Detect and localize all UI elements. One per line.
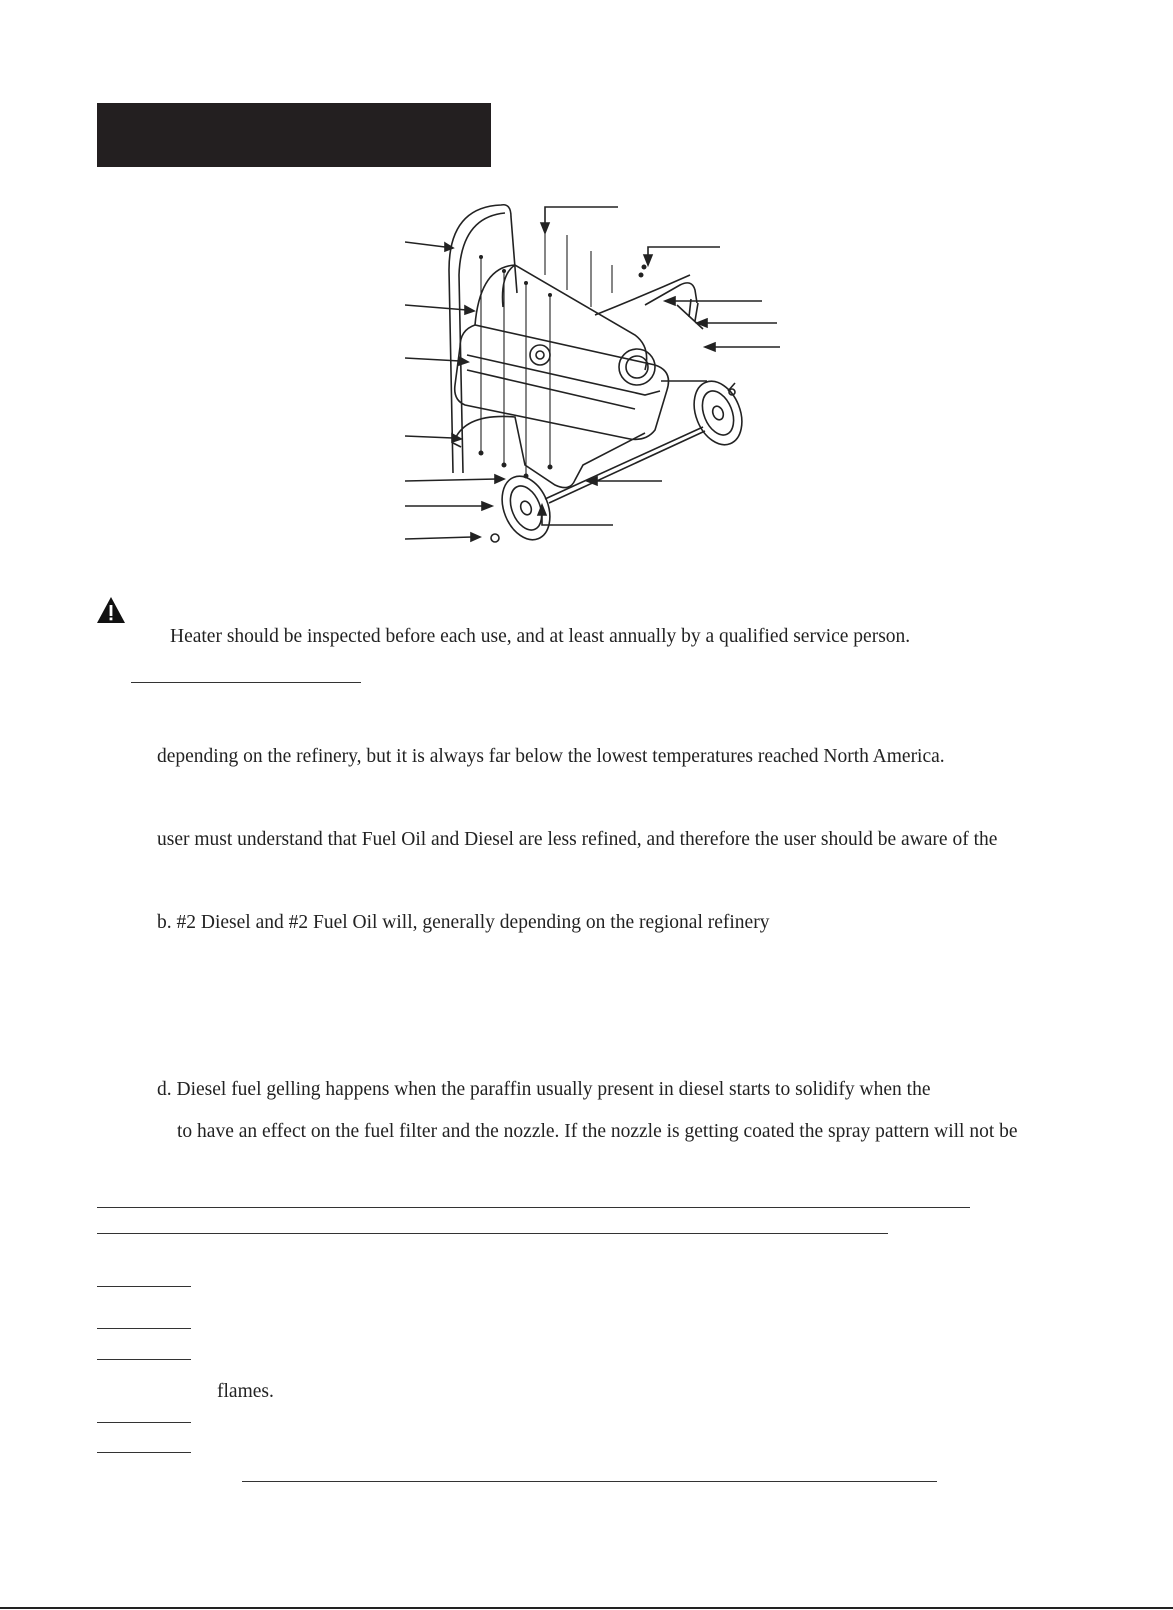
page-bottom-border xyxy=(0,1607,1173,1609)
item-underline-5 xyxy=(97,1452,191,1453)
warning-triangle-icon xyxy=(96,596,126,624)
body-line-5: to have an effect on the fuel filter and the nozzle. If the nozzle is getting coated the spray pattern will not be xyxy=(177,1121,1018,1142)
heater-assembly-diagram xyxy=(405,195,805,565)
body-line-6: flames. xyxy=(217,1381,274,1402)
body-line-2: user must understand that Fuel Oil and Diesel are less refined, and therefore the user should be aware of the xyxy=(157,829,998,850)
body-line-1: depending on the refinery, but it is always far below the lowest temperatures reached North America. xyxy=(157,746,945,767)
item-underline-2 xyxy=(97,1328,191,1329)
item-underline-3 xyxy=(97,1359,191,1360)
warning-text: Heater should be inspected before each use, and at least annually by a qualified service person. xyxy=(170,626,911,647)
subheading-underline xyxy=(131,682,361,683)
note-underline xyxy=(242,1481,937,1482)
body-line-4: d. Diesel fuel gelling happens when the paraffin usually present in diesel starts to solidify when the xyxy=(157,1079,931,1100)
section-header-bar xyxy=(97,103,491,167)
item-underline-1 xyxy=(97,1286,191,1287)
body-line-3: b. #2 Diesel and #2 Fuel Oil will, generally depending on the regional refinery xyxy=(157,912,770,933)
section-underline-1 xyxy=(97,1207,970,1208)
section-underline-2 xyxy=(97,1233,888,1234)
item-underline-4 xyxy=(97,1422,191,1423)
wheel-right xyxy=(685,374,751,452)
